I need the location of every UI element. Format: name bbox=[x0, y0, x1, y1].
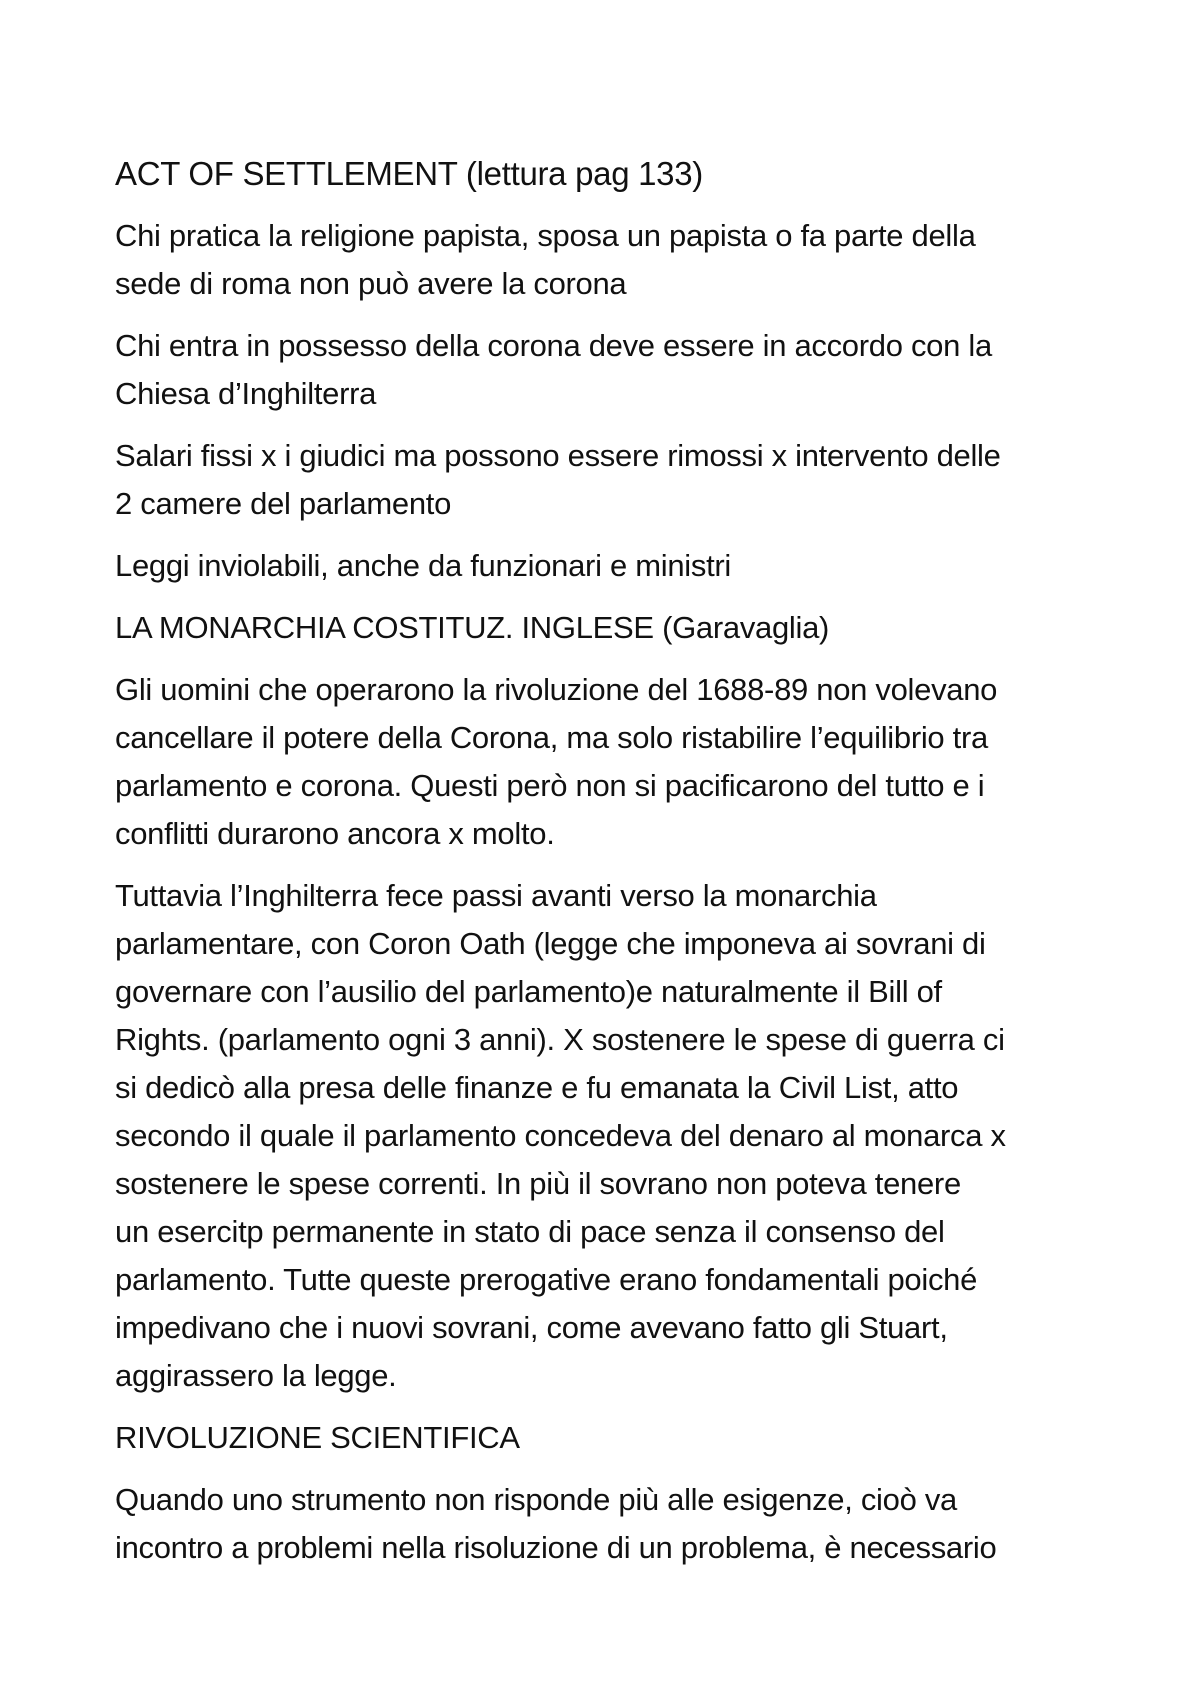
section-heading bbox=[115, 604, 1115, 652]
paragraph bbox=[115, 872, 1115, 1400]
document-page bbox=[115, 150, 1115, 1586]
text-line: secondo il quale il parlamento concedeva del denaro al monarca x bbox=[115, 1118, 1006, 1153]
paragraph bbox=[115, 212, 1115, 308]
paragraph bbox=[115, 666, 1115, 858]
text-line: parlamento e corona. Questi però non si pacificarono del tutto e i bbox=[115, 768, 985, 803]
text-line: Quando uno strumento non risponde più alle esigenze, cioò va bbox=[115, 1482, 957, 1517]
text-line: parlamentare, con Coron Oath (legge che imponeva ai sovrani di bbox=[115, 926, 986, 961]
paragraph bbox=[115, 1476, 1115, 1572]
paragraph bbox=[115, 322, 1115, 418]
text-line: si dedicò alla presa delle finanze e fu emanata la Civil List, atto bbox=[115, 1070, 959, 1105]
text-line: ACT OF SETTLEMENT (lettura pag 133) bbox=[115, 155, 703, 192]
text-line: Chi pratica la religione papista, sposa un papista o fa parte della bbox=[115, 218, 976, 253]
section-heading bbox=[115, 1414, 1115, 1462]
text-line: Rights. (parlamento ogni 3 anni). X sostenere le spese di guerra ci bbox=[115, 1022, 1005, 1057]
text-line: cancellare il potere della Corona, ma solo ristabilire l’equilibrio tra bbox=[115, 720, 988, 755]
text-line: aggirassero la legge. bbox=[115, 1358, 397, 1393]
text-line: sede di roma non può avere la corona bbox=[115, 266, 627, 301]
paragraph bbox=[115, 542, 1115, 590]
text-line: Gli uomini che operarono la rivoluzione del 1688-89 non volevano bbox=[115, 672, 998, 707]
text-line: Chiesa d’Inghilterra bbox=[115, 376, 377, 411]
text-line: sostenere le spese correnti. In più il sovrano non poteva tenere bbox=[115, 1166, 961, 1201]
text-line: 2 camere del parlamento bbox=[115, 486, 452, 521]
paragraph bbox=[115, 432, 1115, 528]
text-line: conflitti durarono ancora x molto. bbox=[115, 816, 555, 851]
text-line: LA MONARCHIA COSTITUZ. INGLESE (Garavaglia) bbox=[115, 610, 830, 645]
text-line: incontro a problemi nella risoluzione di un problema, è necessario bbox=[115, 1530, 997, 1565]
text-line: parlamento. Tutte queste prerogative erano fondamentali poiché bbox=[115, 1262, 978, 1297]
text-line: Chi entra in possesso della corona deve essere in accordo con la bbox=[115, 328, 992, 363]
text-line: Tuttavia l’Inghilterra fece passi avanti verso la monarchia bbox=[115, 878, 877, 913]
section-heading bbox=[115, 150, 1115, 198]
text-line: Salari fissi x i giudici ma possono essere rimossi x intervento delle bbox=[115, 438, 1001, 473]
text-line: RIVOLUZIONE SCIENTIFICA bbox=[115, 1420, 520, 1455]
text-line: un esercitp permanente in stato di pace senza il consenso del bbox=[115, 1214, 945, 1249]
text-line: impedivano che i nuovi sovrani, come avevano fatto gli Stuart, bbox=[115, 1310, 948, 1345]
text-line: Leggi inviolabili, anche da funzionari e ministri bbox=[115, 548, 731, 583]
text-line: governare con l’ausilio del parlamento)e naturalmente il Bill of bbox=[115, 974, 942, 1009]
